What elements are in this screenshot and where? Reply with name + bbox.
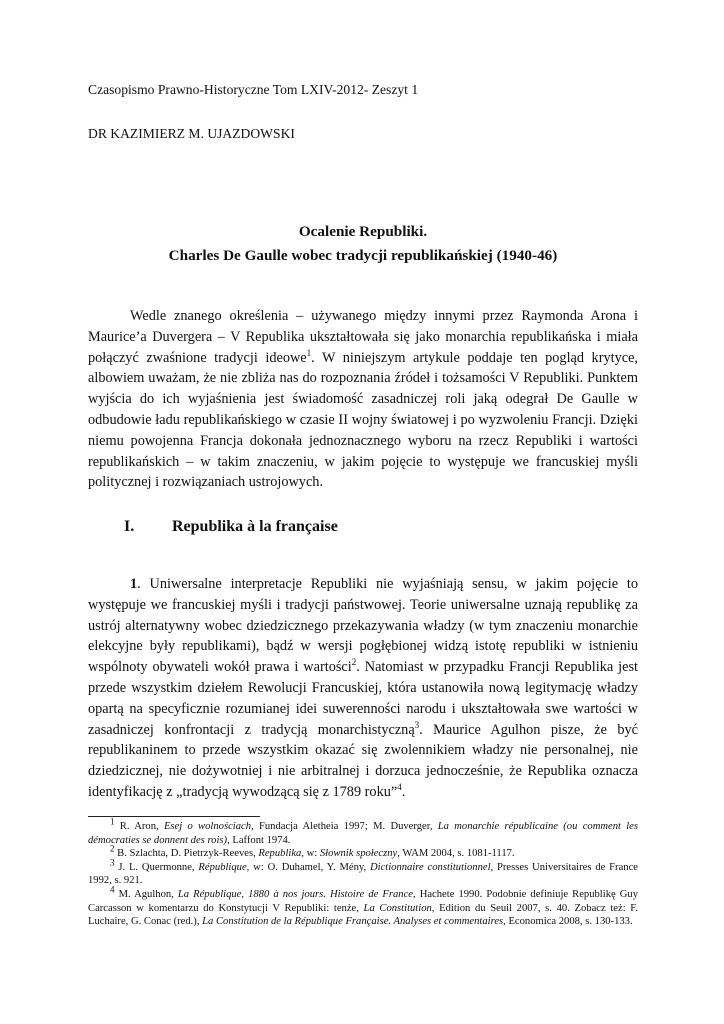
fn2-b: Republika <box>258 848 302 860</box>
paragraph-1 <box>88 574 638 803</box>
footnotes <box>88 816 638 929</box>
fn3-c: , w: O. Duhamel, Y. Mény, <box>246 861 370 873</box>
footnote-1-number: 1 <box>110 816 115 827</box>
footnote-3 <box>88 857 638 888</box>
fn4-a: M. Agulhon, <box>118 888 178 900</box>
fn3-b: République <box>198 861 247 873</box>
fn3-d: Dictionnaire constitutionnel, <box>369 861 494 873</box>
section-heading <box>124 518 338 536</box>
fn4-c: , Hachete 1990. Podobnie definiuje Republikę Guy Carcasson w komentarzu do Konstytucji V Republiki: tenże, <box>88 888 638 914</box>
footnote-4 <box>88 884 638 929</box>
fn4-e: , Edition du Seuil 2007, s. 40. Zobacz też: F. Luchaire, G. Conac (red.), <box>88 902 638 928</box>
fn1-e: , Laffont 1974. <box>227 834 291 846</box>
footnote-ref-4[interactable]: 4 <box>397 782 402 793</box>
para1-text-d: . <box>401 783 406 800</box>
fn3-e: Presses Universitaires de France 1992, s. 921. <box>88 861 638 887</box>
footnote-3-number: 3 <box>110 857 115 868</box>
fn1-a: R. Aron, <box>119 821 164 832</box>
para1-text-c: . Maurice Agulhon pisze, że być republikaninem to przede wszystkim okazać się zwolennikiem władzy nie personalnej, nie dziedzicznej, nie dożywotniej i nie arbitralnej i dorzuca jednocześnie, że Republika oznacza identyfikację z „tradycją wywodzącą się z 1789 roku” <box>88 721 638 800</box>
fn1-b: Esej o wolnościach <box>163 821 252 832</box>
fn1-d: La monarchie républicaine (ou comment les démocraties se donnent des rois) <box>88 821 638 846</box>
footnote-ref-3[interactable]: 3 <box>414 719 420 730</box>
intro-text-a: Wedle znanego określenia – używanego między innymi przez Raymonda Arona i Maurice’a Duvergera – V Republika ukształtowała się jako monarchia republikańska i miała połączyć zwaśnione tradycji ideowe <box>88 308 638 366</box>
footnote-4-number: 4 <box>110 884 115 895</box>
intro-text-b: . W niniejszym artykule poddaje ten pogląd krytyce, albowiem uważam, że nie zbliża nas do rozpoznania źródeł i tożsamości V Republiki. Punktem wyjścia do ich wyjaśnienia jest świadomość zasadniczej roli jaką odegrał De Gaulle w odbudowie ładu republikańskiego w czasie II wojny światowej i po wyzwoleniu Francji. Dzięki niemu powojenna Francja dokonała jednoznacznego wyboru na rzecz Republiki i wartości republikańskich – w takim znaczeniu, w jakim pojęcie to występuje we francuskiej myśli politycznej i rozwiązaniach ustrojowych. <box>88 349 638 491</box>
fn2-c: , w: <box>301 848 320 860</box>
fn3-a: J. L. Quermonne, <box>118 861 199 873</box>
footnote-ref-2[interactable]: 2 <box>351 657 357 668</box>
section-title: Republika à la française <box>172 518 338 535</box>
fn4-g: , Economica 2008, s. 130-133. <box>503 916 633 928</box>
fn1-c: , Fundacja Aletheia 1997; M. Duverger, <box>251 821 438 832</box>
footnote-ref-1[interactable]: 1 <box>306 347 312 358</box>
author-name: DR KAZIMIERZ M. UJAZDOWSKI <box>88 126 295 141</box>
paragraph-number: 1 <box>130 576 138 592</box>
journal-header: Czasopismo Prawno-Historyczne Tom LXIV-2012- Zeszyt 1 <box>88 82 419 97</box>
para1-text-b: . Natomiast w przypadku Francji Republika jest przede wszystkim dziełem Rewolucji Francuskiej, która ustanowiła nową legitymację władzy opartą na specyficznie rozumianej idei suwerenności narodu i ukształtowała swe wartości w zasadniczej konfrontacji z tradycją monarchistyczną <box>88 659 638 738</box>
footnote-2-number: 2 <box>110 843 115 854</box>
intro-paragraph <box>88 306 638 493</box>
fn2-d: Słownik społeczny <box>319 848 398 860</box>
fn4-d: La Constitution <box>363 902 432 914</box>
footnote-2 <box>88 843 638 861</box>
title-line-2: Charles De Gaulle wobec tradycji republikańskiej (1940-46) <box>168 247 558 264</box>
section-number: I. <box>124 518 135 535</box>
article-title <box>88 220 638 268</box>
fn2-a: B. Szlachta, D. Pietrzyk-Reeves, <box>117 848 259 860</box>
fn4-f: La Constitution de la République Française. Analyses et commentaires <box>202 916 504 928</box>
footnote-1 <box>88 816 638 847</box>
fn4-b: La République, 1880 à nos jours. Histoire de France <box>177 888 413 900</box>
para1-text-a: . Uniwersalne interpretacje Republiki nie wyjaśniają sensu, w jakim pojęcie to występuje we francuskiej myśli i tradycji państwowej. Teorie uniwersalne uznają republikę za ustrój alternatywny wobec dziedzicznego przekazywania władzy (w tym znaczeniu monarchie elekcyjne były republikami), bądź w wersji pogłębionej widzą istotę republiki w istnieniu wspólnoty obywateli wokół prawa i wartości <box>88 576 638 676</box>
fn2-e: , WAM 2004, s. 1081-1117. <box>397 848 515 860</box>
title-line-1: Ocalenie Republiki. <box>298 223 428 240</box>
